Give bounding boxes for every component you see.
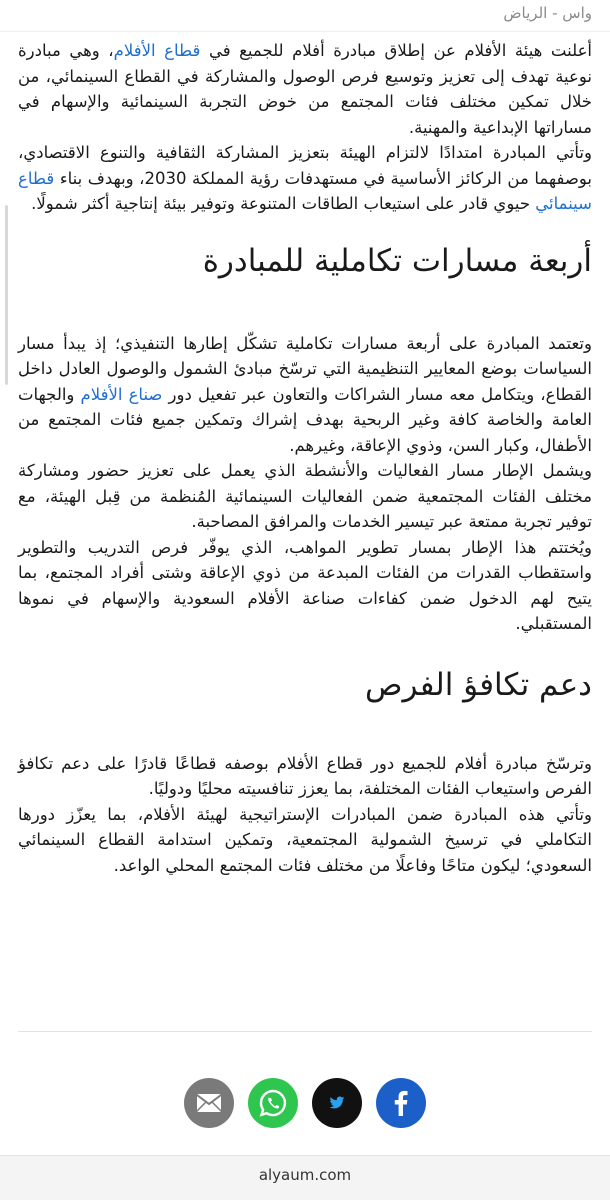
section-heading-four-tracks: أربعة مسارات تكاملية للمبادرة [202,242,592,279]
paragraph-vision [18,140,592,217]
paragraph-text: وتعتمد المبادرة على أربعة مسارات تكاملية تشكّل إطارها التنفيذي؛ إذ يبدأ مسار السياسات بوضع المعايير التنظيمية التي ترسّخ مبادئ الشمول والوصول العادل داخل القطاع، ويتكامل معه مسار الشراكات والتعاون عبر تفعيل دور [18,333,592,404]
paragraph-text: حيوي قادر على استيعاب الطاقات المتنوعة وتوفير بيئة إنتاجية أكثر شمولًا. [31,194,536,213]
paragraph-text: ، وهي مبادرة نوعية تهدف إلى تعزيز وتوسيع فرص الوصول والمشاركة في القطاع السينمائي، من خلال تمكين مختلف فئات المجتمع من خوض التجربة السينمائية والإسهام في مساراتها الإبداعية والمهنية. [18,41,592,137]
paragraph-events: ويشمل الإطار مسار الفعاليات والأنشطة الذي يعمل على تعزيز حضور ومشاركة مختلف الفئات المجتمعية ضمن الفعاليات السينمائية المُنظمة من قِبل الهيئة، مع توفير تجربة ممتعة عبر تيسير الخدمات والمرافق المصاحبة. [18,461,592,531]
paragraph-text: أعلنت هيئة الأفلام عن إطلاق مبادرة أفلام للجميع في [200,41,592,60]
link-filmmakers[interactable]: صناع الأفلام [80,384,163,404]
scroll-indicator [5,205,8,385]
divider [18,1031,592,1032]
top-bar [0,0,610,32]
whatsapp-icon [258,1088,288,1118]
paragraph-tracks [18,331,592,459]
twitter-bird-icon [329,1096,345,1110]
facebook-f-icon [394,1090,408,1116]
share-email-button[interactable] [184,1078,234,1128]
share-bar [0,1078,610,1128]
share-twitter-button[interactable] [312,1078,362,1128]
envelope-icon [196,1093,222,1113]
paragraph-opportunity: وترسّخ مبادرة أفلام للجميع دور قطاع الأفلام بوصفه قطاعًا قادرًا على دعم تكافؤ الفرص واستيعاب الفئات المختلفة، بما يعزز تنافسيته محليًا ودوليًا. [18,753,592,798]
paragraph-intro [18,38,592,140]
link-film-sector[interactable]: قطاع الأفلام [113,41,201,60]
site-domain: alyaum.com [258,1166,352,1184]
paragraph-talent: ويُختتم هذا الإطار بمسار تطوير المواهب، الذي يوفّر فرص التدريب والتطوير واستقطاب القدرات من الفئات المبدعة من ذوي الإعاقة وشتى أفراد المجتمع، بما يتيح لهم الدخول ضمن كفاءات صناعة الأفلام السعودية والإسهام في نموها المستقبلي. [18,537,592,633]
dateline: واس - الرياض [503,4,592,22]
browser-url-bar[interactable] [0,1155,610,1200]
share-facebook-button[interactable] [376,1078,426,1128]
paragraph-text: والجهات العامة والخاصة كافة وغير الربحية بهدف إشراك وتمكين جميع فئات المجتمع من الأطفال، وكبار السن، وذوي الإعاقة، وغيرهم. [18,384,592,455]
link-cinema-sector[interactable]: قطاع سينمائي [18,168,592,213]
section-heading-equal-opportunity: دعم تكافؤ الفرص [365,666,592,703]
paragraph-text: وتأتي المبادرة امتدادًا لالتزام الهيئة بتعزيز المشاركة الثقافية والتنوع الاقتصادي، بوصفهما من الركائز الأساسية في مستهدفات رؤية المملكة 2030، وبهدف بناء [18,143,592,188]
share-whatsapp-button[interactable] [248,1078,298,1128]
paragraph-strategy: وتأتي هذه المبادرة ضمن المبادرات الإستراتيجية لهيئة الأفلام، بما يعزّز دورها التكاملي في ترسيخ الشمولية المجتمعية، وتمكين استدامة القطاع السينمائي السعودي؛ ليكون متاحًا وفاعلًا من مختلف فئات المجتمع المحلي الواعد. [18,804,592,875]
article-body [18,38,592,878]
